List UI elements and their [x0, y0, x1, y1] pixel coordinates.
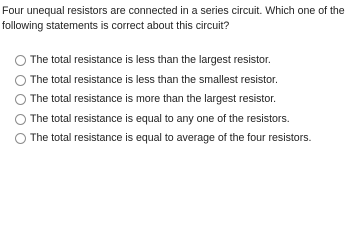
answer-option-label: The total resistance is equal to average of the four resistors. — [30, 132, 312, 145]
answer-option[interactable] — [0, 110, 350, 130]
radio-button[interactable] — [15, 75, 26, 86]
radio-button[interactable] — [15, 55, 26, 66]
answer-option-label: The total resistance is more than the largest resistor. — [30, 93, 277, 106]
answer-option[interactable] — [0, 90, 350, 110]
radio-button[interactable] — [15, 133, 26, 144]
answer-option-label: The total resistance is less than the smallest resistor. — [30, 73, 278, 86]
answer-option-label: The total resistance is less than the largest resistor. — [30, 54, 271, 67]
question-text: Four unequal resistors are connected in a series circuit. Which one of the following statements is correct about this circuit? — [2, 5, 345, 32]
answer-options — [0, 51, 350, 149]
radio-button[interactable] — [15, 94, 26, 105]
answer-option[interactable] — [0, 51, 350, 71]
answer-option-label: The total resistance is equal to any one of the resistors. — [30, 112, 290, 125]
answer-option[interactable] — [0, 71, 350, 91]
radio-button[interactable] — [15, 114, 26, 125]
answer-option[interactable] — [0, 129, 350, 149]
